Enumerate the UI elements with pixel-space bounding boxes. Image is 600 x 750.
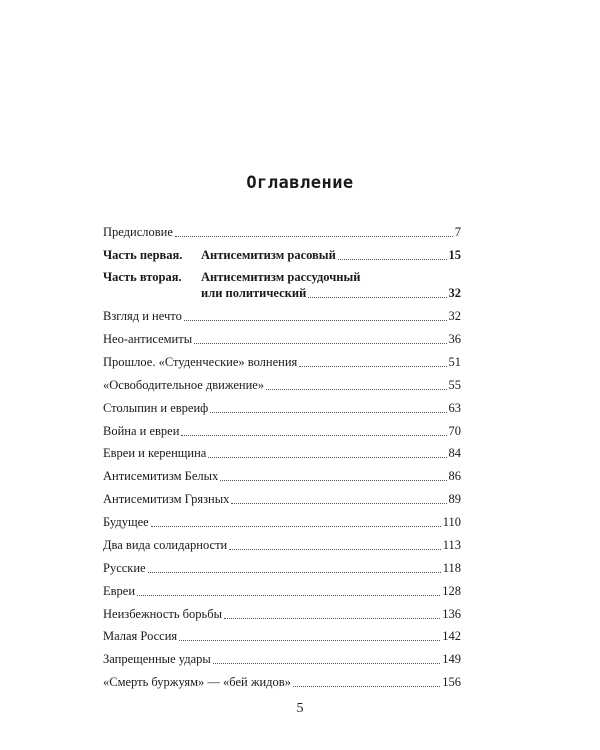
page-number: 5	[296, 701, 304, 716]
toc-entry-title: Евреи	[103, 584, 136, 598]
toc-entry-title: Русские	[103, 561, 146, 575]
toc-entry-page: 32	[448, 286, 461, 300]
toc-entry	[103, 401, 461, 416]
toc-entry-page: 55	[448, 378, 461, 392]
toc-entry-title: Взгляд и нечто	[103, 309, 182, 323]
dot-leader	[137, 595, 440, 596]
page-title: Оглавление	[246, 173, 354, 193]
toc-entry-page: 118	[442, 561, 461, 575]
dot-leader	[229, 549, 440, 550]
toc-entry	[103, 492, 461, 507]
toc-entry-title: «Освободительное движение»	[103, 378, 265, 392]
dot-leader	[308, 297, 446, 298]
toc-entry	[103, 355, 461, 370]
toc-part-entry	[103, 248, 461, 263]
toc-entry	[103, 309, 461, 324]
dot-leader	[148, 572, 441, 573]
toc-entry-page: 36	[448, 332, 461, 346]
toc-entry-page: 113	[442, 538, 461, 552]
dot-leader	[208, 457, 446, 458]
toc-entry-title: Запрещенные удары	[103, 652, 211, 666]
dot-leader	[231, 503, 446, 504]
dot-leader	[338, 259, 447, 260]
toc-entry	[103, 561, 461, 576]
toc-entry-title: Малая Россия	[103, 629, 178, 643]
toc-entry-page: 86	[448, 469, 461, 483]
toc-entry-title: Антисемитизм Грязных	[103, 492, 230, 506]
dot-leader	[184, 320, 447, 321]
toc-entry	[103, 538, 461, 553]
dot-leader	[210, 412, 446, 413]
toc-entry-title: Нео-антисемиты	[103, 332, 193, 346]
toc-entry	[103, 584, 461, 599]
toc-entry	[103, 515, 461, 530]
toc-entry-page: 63	[448, 401, 461, 415]
toc-part-entry-continued	[201, 286, 461, 301]
toc-entry-title: Два вида солидарности	[103, 538, 228, 552]
toc-entry-page: 128	[442, 584, 461, 598]
dot-leader	[181, 435, 446, 436]
toc-part-title-cont: или политический	[201, 286, 307, 300]
dot-leader	[151, 526, 441, 527]
toc-entry-page: 136	[442, 607, 461, 621]
toc-entry-page: 7	[454, 225, 461, 239]
toc-part-entry	[103, 270, 461, 285]
toc-entry-page: 15	[448, 248, 461, 262]
toc-entry-title: Война и евреи	[103, 424, 180, 438]
toc-entry-page: 156	[442, 675, 461, 689]
toc-entry	[103, 378, 461, 393]
toc-entry-title: Предисловие	[103, 225, 173, 239]
toc-entry-page: 32	[448, 309, 461, 323]
toc-entry-page: 84	[448, 446, 461, 460]
toc-entry	[103, 652, 461, 667]
toc-entry	[103, 629, 461, 644]
toc-entry	[103, 469, 461, 484]
dot-leader	[293, 686, 440, 687]
toc-entry-page: 110	[442, 515, 461, 529]
toc-entry-title: Антисемитизм Белых	[103, 469, 219, 483]
toc-entry	[103, 225, 461, 240]
toc-part-title: Антисемитизм расовый	[201, 248, 336, 262]
toc-entry-title: Столыпин и евреиф	[103, 401, 209, 415]
toc-entry-title: Будущее	[103, 515, 149, 529]
toc-part-title: Антисемитизм рассудочный	[201, 270, 361, 284]
toc-entry-page: 89	[448, 492, 461, 506]
dot-leader	[266, 389, 446, 390]
toc-entry-page: 142	[442, 629, 461, 643]
toc-part-label: Часть первая.	[103, 248, 183, 262]
toc-entry-title: «Смерть буржуям» — «бей жидов»	[103, 675, 291, 689]
toc-entry-page: 70	[448, 424, 461, 438]
dot-leader	[224, 618, 440, 619]
dot-leader	[175, 236, 453, 237]
dot-leader	[213, 663, 440, 664]
toc-entry	[103, 332, 461, 347]
toc-entry-title: Евреи и керенщина	[103, 446, 207, 460]
toc-entry	[103, 607, 461, 622]
toc-entry-page: 51	[448, 355, 461, 369]
toc-entry-title: Прошлое. «Студенческие» волнения	[103, 355, 298, 369]
toc-entry	[103, 446, 461, 461]
toc-entry-page: 149	[442, 652, 461, 666]
toc-entry	[103, 675, 461, 690]
dot-leader	[194, 343, 446, 344]
dot-leader	[220, 480, 446, 481]
dot-leader	[299, 366, 446, 367]
toc-entry	[103, 424, 461, 439]
toc-part-label: Часть вторая.	[103, 270, 182, 284]
dot-leader	[179, 640, 440, 641]
toc-entry-title: Неизбежность борьбы	[103, 607, 222, 621]
